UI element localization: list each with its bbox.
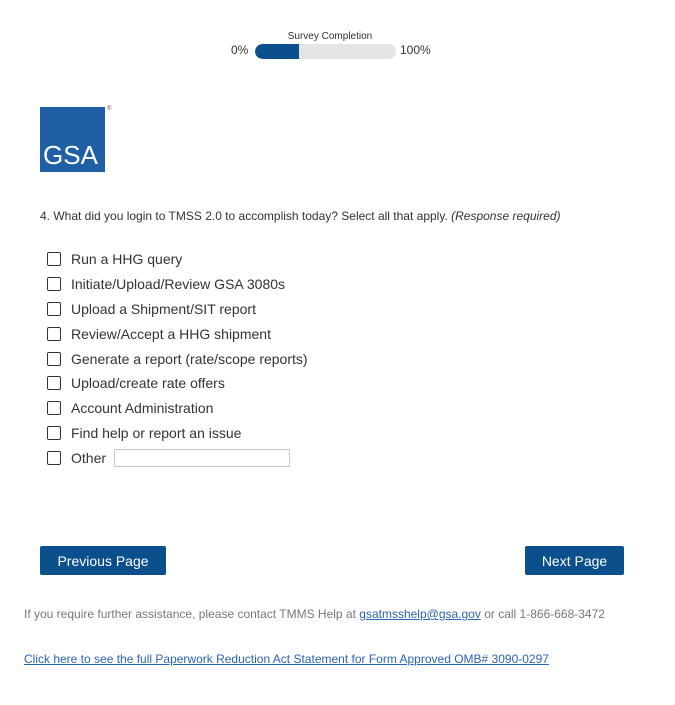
registered-mark: ® xyxy=(107,106,112,112)
option-label: Upload/create rate offers xyxy=(71,375,225,392)
help-text xyxy=(24,607,634,622)
option-other[interactable] xyxy=(47,445,308,470)
question-text xyxy=(40,209,561,223)
checkbox[interactable] xyxy=(47,401,61,415)
option-label: Account Administration xyxy=(71,400,214,417)
progress-title: Survey Completion xyxy=(287,31,373,42)
next-page-button[interactable]: Next Page xyxy=(525,546,624,575)
checkbox[interactable] xyxy=(47,252,61,266)
option-review-accept-hhg-shipment[interactable] xyxy=(47,321,308,346)
option-generate-report[interactable] xyxy=(47,346,308,371)
option-upload-rate-offers[interactable] xyxy=(47,371,308,396)
gsa-logo-text: GSA xyxy=(43,140,98,170)
option-upload-shipment-sit-report[interactable] xyxy=(47,297,308,322)
option-label: Other xyxy=(71,449,107,466)
answer-options xyxy=(47,247,308,470)
help-suffix: or call 1-866-668-3472 xyxy=(484,607,605,621)
question-label: 4. What did you login to TMSS 2.0 to accomplish today? Select all that apply. xyxy=(40,209,448,223)
progress-bar-fill xyxy=(255,44,299,59)
option-run-hhg-query[interactable] xyxy=(47,247,308,272)
option-label: Find help or report an issue xyxy=(71,424,242,441)
progress-min-label: 0% xyxy=(231,43,249,57)
response-required-note: (Response required) xyxy=(451,209,561,223)
checkbox[interactable] xyxy=(47,302,61,316)
option-label: Upload a Shipment/SIT report xyxy=(71,300,256,317)
checkbox[interactable] xyxy=(47,426,61,440)
help-prefix: If you require further assistance, please contact TMMS Help at xyxy=(24,607,356,621)
option-label: Initiate/Upload/Review GSA 3080s xyxy=(71,276,286,293)
paperwork-reduction-act-link[interactable]: Click here to see the full Paperwork Reduction Act Statement for Form Approved OMB# 3090-0297 xyxy=(24,652,549,666)
option-gsa-3080s[interactable] xyxy=(47,272,308,297)
checkbox[interactable] xyxy=(47,451,61,465)
option-label: Review/Accept a HHG shipment xyxy=(71,325,271,342)
survey-progress xyxy=(0,30,675,62)
previous-page-button[interactable]: Previous Page xyxy=(40,546,166,575)
checkbox[interactable] xyxy=(47,352,61,366)
option-find-help[interactable] xyxy=(47,421,308,446)
help-email-link[interactable]: gsatmsshelp@gsa.gov xyxy=(359,607,481,621)
gsa-logo xyxy=(40,107,105,172)
option-label: Generate a report (rate/scope reports) xyxy=(71,350,308,367)
progress-max-label: 100% xyxy=(400,43,431,57)
other-text-input[interactable] xyxy=(114,449,290,467)
checkbox[interactable] xyxy=(47,327,61,341)
checkbox[interactable] xyxy=(47,376,61,390)
checkbox[interactable] xyxy=(47,277,61,291)
progress-bar xyxy=(255,44,396,59)
option-account-administration[interactable] xyxy=(47,396,308,421)
option-label: Run a HHG query xyxy=(71,251,183,268)
